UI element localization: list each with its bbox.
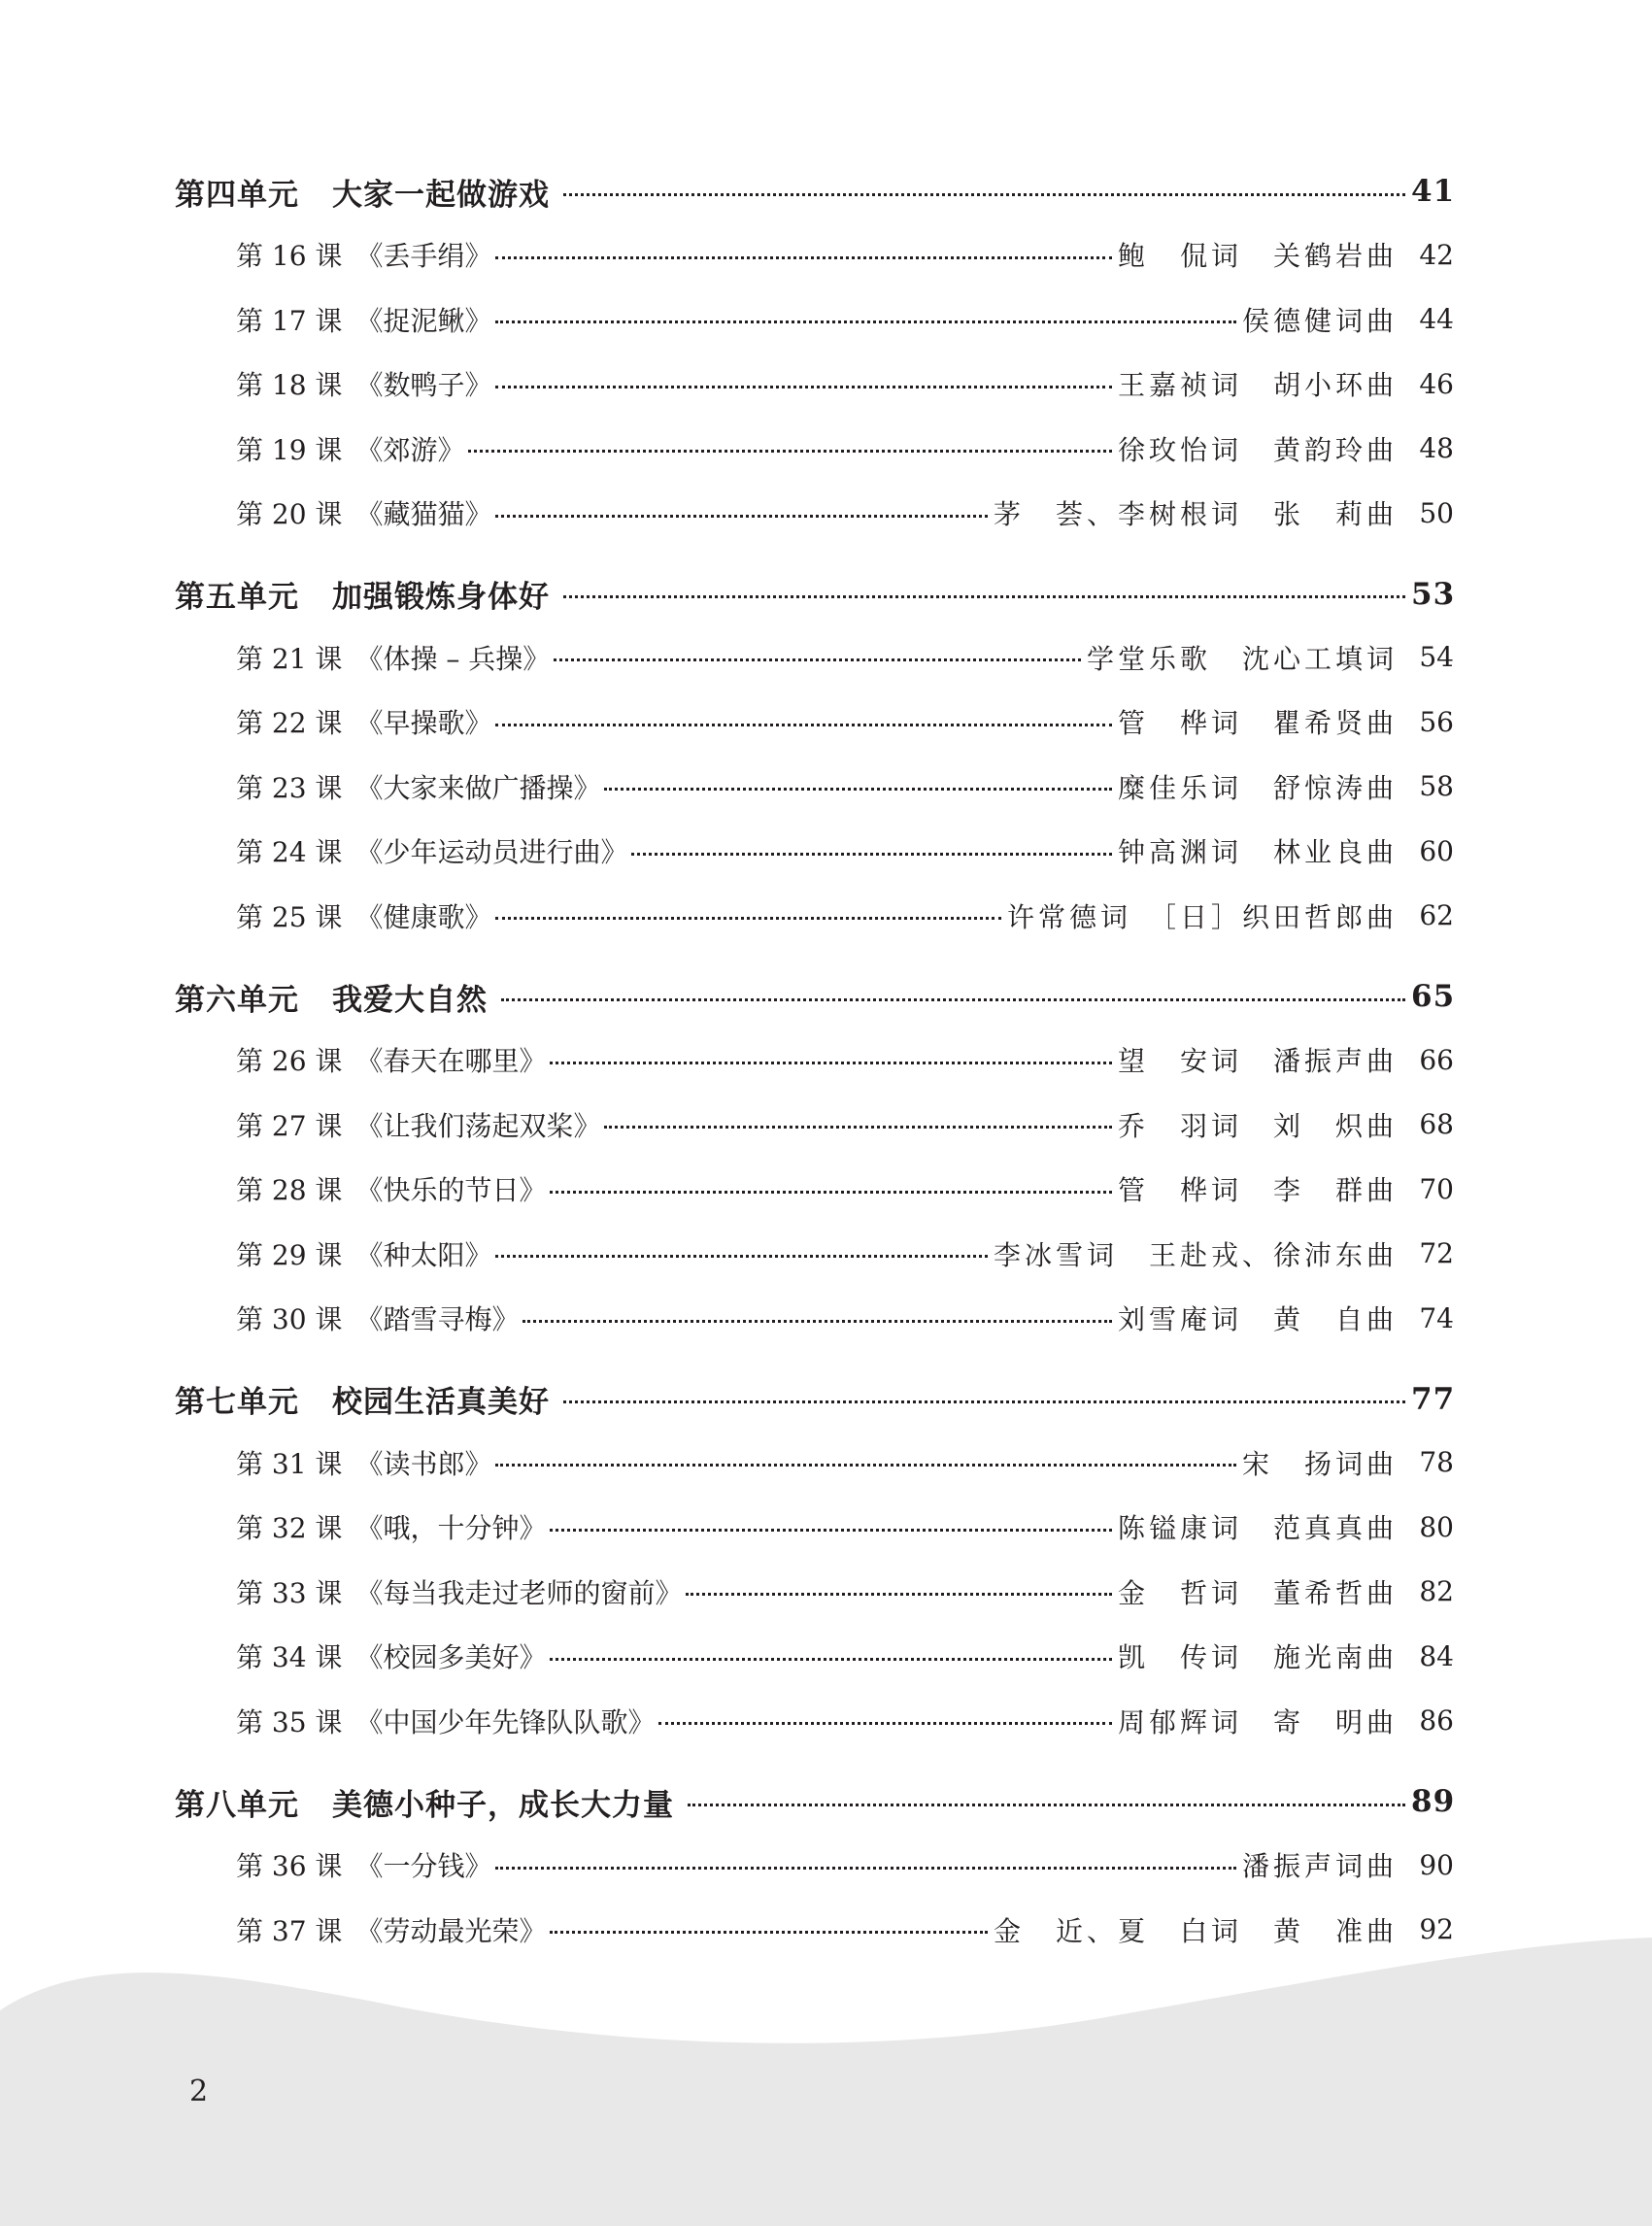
lesson-number: 第 33 课	[236, 1576, 343, 1609]
lesson-entry[interactable]	[175, 352, 1454, 417]
dot-leader	[495, 515, 988, 518]
lesson-page-number: 70	[1419, 1172, 1454, 1205]
lesson-number: 第 36 课	[236, 1850, 343, 1883]
lesson-entry[interactable]	[175, 417, 1454, 482]
lesson-number: 第 23 课	[236, 771, 343, 804]
lesson-credit: 李冰雪词 王赴戎、徐沛东曲	[993, 1238, 1398, 1271]
lesson-number: 第 17 课	[236, 304, 343, 337]
unit-heading[interactable]	[175, 965, 1454, 1028]
lesson-credit: 鲍 侃词 关鹤岩曲	[1117, 240, 1398, 273]
unit-page-number: 89	[1411, 1784, 1456, 1819]
lesson-credit: 学堂乐歌 沈心工填词	[1086, 642, 1398, 675]
dot-leader	[563, 1400, 1405, 1403]
lesson-credit: 王嘉祯词 胡小环曲	[1117, 369, 1398, 402]
dot-leader	[495, 320, 1236, 323]
lesson-credit: 钟高渊词 林业良曲	[1117, 836, 1398, 869]
unit-page-number: 77	[1411, 1381, 1456, 1417]
unit-title: 大家一起做游戏	[332, 177, 550, 213]
lesson-title: 《体操 – 兵操》	[355, 642, 551, 675]
unit-heading[interactable]	[175, 563, 1454, 625]
lesson-number: 第 20 课	[236, 498, 343, 531]
lesson-number: 第 31 课	[236, 1447, 343, 1480]
lesson-entry[interactable]	[175, 1833, 1454, 1898]
lesson-page-number: 80	[1419, 1510, 1454, 1543]
lesson-credit: 徐玫怡词 黄韵玲曲	[1117, 433, 1398, 466]
lesson-page-number: 46	[1419, 367, 1454, 400]
dot-leader	[563, 595, 1405, 598]
lesson-title: 《读书郎》	[355, 1447, 492, 1480]
lesson-number: 第 27 课	[236, 1109, 343, 1142]
lesson-entry[interactable]	[175, 690, 1454, 755]
unit-page-number: 65	[1411, 979, 1456, 1014]
unit-title: 加强锻炼身体好	[332, 580, 550, 615]
lesson-page-number: 78	[1419, 1446, 1454, 1479]
lesson-page-number: 72	[1419, 1237, 1454, 1270]
dot-leader	[550, 1191, 1112, 1194]
lesson-credit: 茅 荟、李树根词 张 莉曲	[993, 498, 1398, 531]
dot-leader	[495, 1255, 988, 1258]
unit-page-number: 53	[1411, 576, 1456, 612]
lesson-title: 《春天在哪里》	[355, 1045, 547, 1078]
lesson-page-number: 54	[1419, 641, 1454, 674]
lesson-title: 《劳动最光荣》	[355, 1914, 547, 1947]
unit-spacer	[175, 948, 1454, 965]
lesson-number: 第 25 课	[236, 900, 343, 933]
lesson-page-number: 42	[1419, 238, 1454, 271]
dot-leader	[563, 193, 1405, 196]
lesson-entry[interactable]	[175, 1157, 1454, 1222]
lesson-credit: 金 哲词 董希哲曲	[1117, 1576, 1398, 1609]
lesson-number: 第 19 课	[236, 433, 343, 466]
lesson-entry[interactable]	[175, 1093, 1454, 1158]
lesson-entry[interactable]	[175, 1495, 1454, 1560]
unit-number: 第五单元	[175, 580, 299, 615]
lesson-credit: 乔 羽词 刘 炽曲	[1117, 1109, 1398, 1142]
unit-spacer	[175, 1351, 1454, 1368]
dot-leader	[495, 917, 1001, 920]
dot-leader	[631, 853, 1112, 856]
dot-leader	[495, 256, 1112, 259]
dot-leader	[686, 1593, 1112, 1596]
lesson-number: 第 26 课	[236, 1045, 343, 1078]
dot-leader	[523, 1320, 1112, 1323]
page-number: 2	[189, 2074, 209, 2108]
lesson-title: 《捉泥鳅》	[355, 304, 492, 337]
lesson-title: 《藏猫猫》	[355, 498, 492, 531]
lesson-entry[interactable]	[175, 222, 1454, 287]
lesson-entry[interactable]	[175, 1286, 1454, 1351]
lesson-entry[interactable]	[175, 481, 1454, 546]
lesson-entry[interactable]	[175, 884, 1454, 949]
lesson-page-number: 58	[1419, 770, 1454, 803]
lesson-number: 第 32 课	[236, 1512, 343, 1545]
lesson-entry[interactable]	[175, 1898, 1454, 1963]
lesson-page-number: 50	[1419, 496, 1454, 529]
lesson-page-number: 90	[1419, 1848, 1454, 1881]
lesson-title: 《郊游》	[355, 433, 465, 466]
unit-heading[interactable]	[175, 1771, 1454, 1833]
dot-leader	[495, 724, 1112, 726]
dot-leader	[550, 1658, 1112, 1661]
lesson-number: 第 35 课	[236, 1705, 343, 1738]
dot-leader	[495, 1867, 1236, 1870]
lesson-title: 《大家来做广播操》	[355, 771, 601, 804]
unit-number: 第八单元	[175, 1787, 299, 1823]
table-of-contents	[175, 160, 1454, 1962]
dot-leader	[604, 788, 1112, 791]
unit-spacer	[175, 1753, 1454, 1771]
lesson-credit: 管 桦词 李 群曲	[1117, 1174, 1398, 1207]
lesson-page-number: 68	[1419, 1108, 1454, 1141]
unit-page-number: 41	[1411, 174, 1456, 209]
lesson-title: 《少年运动员进行曲》	[355, 836, 628, 869]
unit-spacer	[175, 546, 1454, 563]
lesson-credit: 望 安词 潘振声曲	[1117, 1045, 1398, 1078]
dot-leader	[604, 1126, 1112, 1129]
unit-number: 第六单元	[175, 982, 299, 1018]
dot-leader	[658, 1722, 1112, 1725]
lesson-number: 第 21 课	[236, 642, 343, 675]
lesson-number: 第 16 课	[236, 240, 343, 273]
lesson-credit: 金 近、夏 白词 黄 准曲	[993, 1914, 1398, 1947]
lesson-credit: 陈镒康词 范真真曲	[1117, 1512, 1398, 1545]
lesson-page-number: 92	[1419, 1913, 1454, 1946]
lesson-credit: 宋 扬词曲	[1241, 1447, 1398, 1480]
lesson-page-number: 44	[1419, 303, 1454, 336]
lesson-page-number: 60	[1419, 834, 1454, 867]
lesson-credit: 刘雪庵词 黄 自曲	[1117, 1303, 1398, 1336]
dot-leader	[495, 1464, 1236, 1467]
lesson-title: 《丢手绢》	[355, 240, 492, 273]
lesson-credit: 管 桦词 瞿希贤曲	[1117, 707, 1398, 740]
lesson-number: 第 28 课	[236, 1174, 343, 1207]
lesson-title: 《早操歌》	[355, 707, 492, 740]
lesson-entry[interactable]	[175, 1222, 1454, 1287]
lesson-number: 第 34 课	[236, 1641, 343, 1674]
lesson-title: 《中国少年先锋队队歌》	[355, 1705, 656, 1738]
lesson-entry[interactable]	[175, 819, 1454, 884]
lesson-entry[interactable]	[175, 755, 1454, 820]
lesson-title: 《健康歌》	[355, 900, 492, 933]
lesson-credit: 凯 传词 施光南曲	[1117, 1641, 1398, 1674]
dot-leader	[688, 1804, 1405, 1806]
unit-heading[interactable]	[175, 1368, 1454, 1431]
unit-number: 第四单元	[175, 177, 299, 213]
dot-leader	[550, 1062, 1112, 1064]
lesson-page-number: 66	[1419, 1043, 1454, 1076]
lesson-number: 第 37 课	[236, 1914, 343, 1947]
unit-heading[interactable]	[175, 160, 1454, 222]
lesson-title: 《一分钱》	[355, 1850, 492, 1883]
dot-leader	[501, 998, 1405, 1001]
lesson-number: 第 22 课	[236, 707, 343, 740]
lesson-credit: 糜佳乐词 舒惊涛曲	[1117, 771, 1398, 804]
lesson-entry[interactable]	[175, 287, 1454, 353]
lesson-credit: 潘振声词曲	[1241, 1850, 1398, 1883]
lesson-credit: 许常德词 ［日］织田哲郎曲	[1006, 900, 1398, 933]
dot-leader	[554, 658, 1081, 661]
lesson-entry[interactable]	[175, 1689, 1454, 1754]
lesson-title: 《哦，十分钟》	[355, 1512, 547, 1545]
lesson-page-number: 82	[1419, 1575, 1454, 1608]
lesson-title: 《让我们荡起双桨》	[355, 1109, 601, 1142]
lesson-entry[interactable]	[175, 625, 1454, 691]
lesson-page-number: 86	[1419, 1704, 1454, 1737]
lesson-title: 《校园多美好》	[355, 1641, 547, 1674]
lesson-title: 《每当我走过老师的窗前》	[355, 1576, 683, 1609]
lesson-credit: 侯德健词曲	[1241, 304, 1398, 337]
lesson-page-number: 84	[1419, 1639, 1454, 1672]
lesson-entry[interactable]	[175, 1431, 1454, 1496]
lesson-page-number: 74	[1419, 1301, 1454, 1334]
lesson-title: 《种太阳》	[355, 1238, 492, 1271]
lesson-number: 第 29 课	[236, 1238, 343, 1271]
lesson-credit: 周郁辉词 寄 明曲	[1117, 1705, 1398, 1738]
dot-leader	[468, 450, 1112, 453]
lesson-page-number: 62	[1419, 899, 1454, 932]
lesson-page-number: 48	[1419, 432, 1454, 465]
lesson-title: 《数鸭子》	[355, 369, 492, 402]
lesson-number: 第 30 课	[236, 1303, 343, 1336]
unit-title: 美德小种子，成长大力量	[332, 1787, 674, 1823]
dot-leader	[550, 1529, 1112, 1532]
lesson-entry[interactable]	[175, 1028, 1454, 1093]
lesson-title: 《快乐的节日》	[355, 1174, 547, 1207]
dot-leader	[495, 386, 1112, 388]
lesson-title: 《踏雪寻梅》	[355, 1303, 520, 1336]
lesson-number: 第 18 课	[236, 369, 343, 402]
unit-title: 校园生活真美好	[332, 1385, 550, 1420]
lesson-entry[interactable]	[175, 1624, 1454, 1689]
lesson-entry[interactable]	[175, 1560, 1454, 1625]
unit-title: 我爱大自然	[332, 982, 488, 1018]
lesson-number: 第 24 课	[236, 836, 343, 869]
dot-leader	[550, 1931, 988, 1934]
lesson-page-number: 56	[1419, 705, 1454, 738]
unit-number: 第七单元	[175, 1385, 299, 1420]
